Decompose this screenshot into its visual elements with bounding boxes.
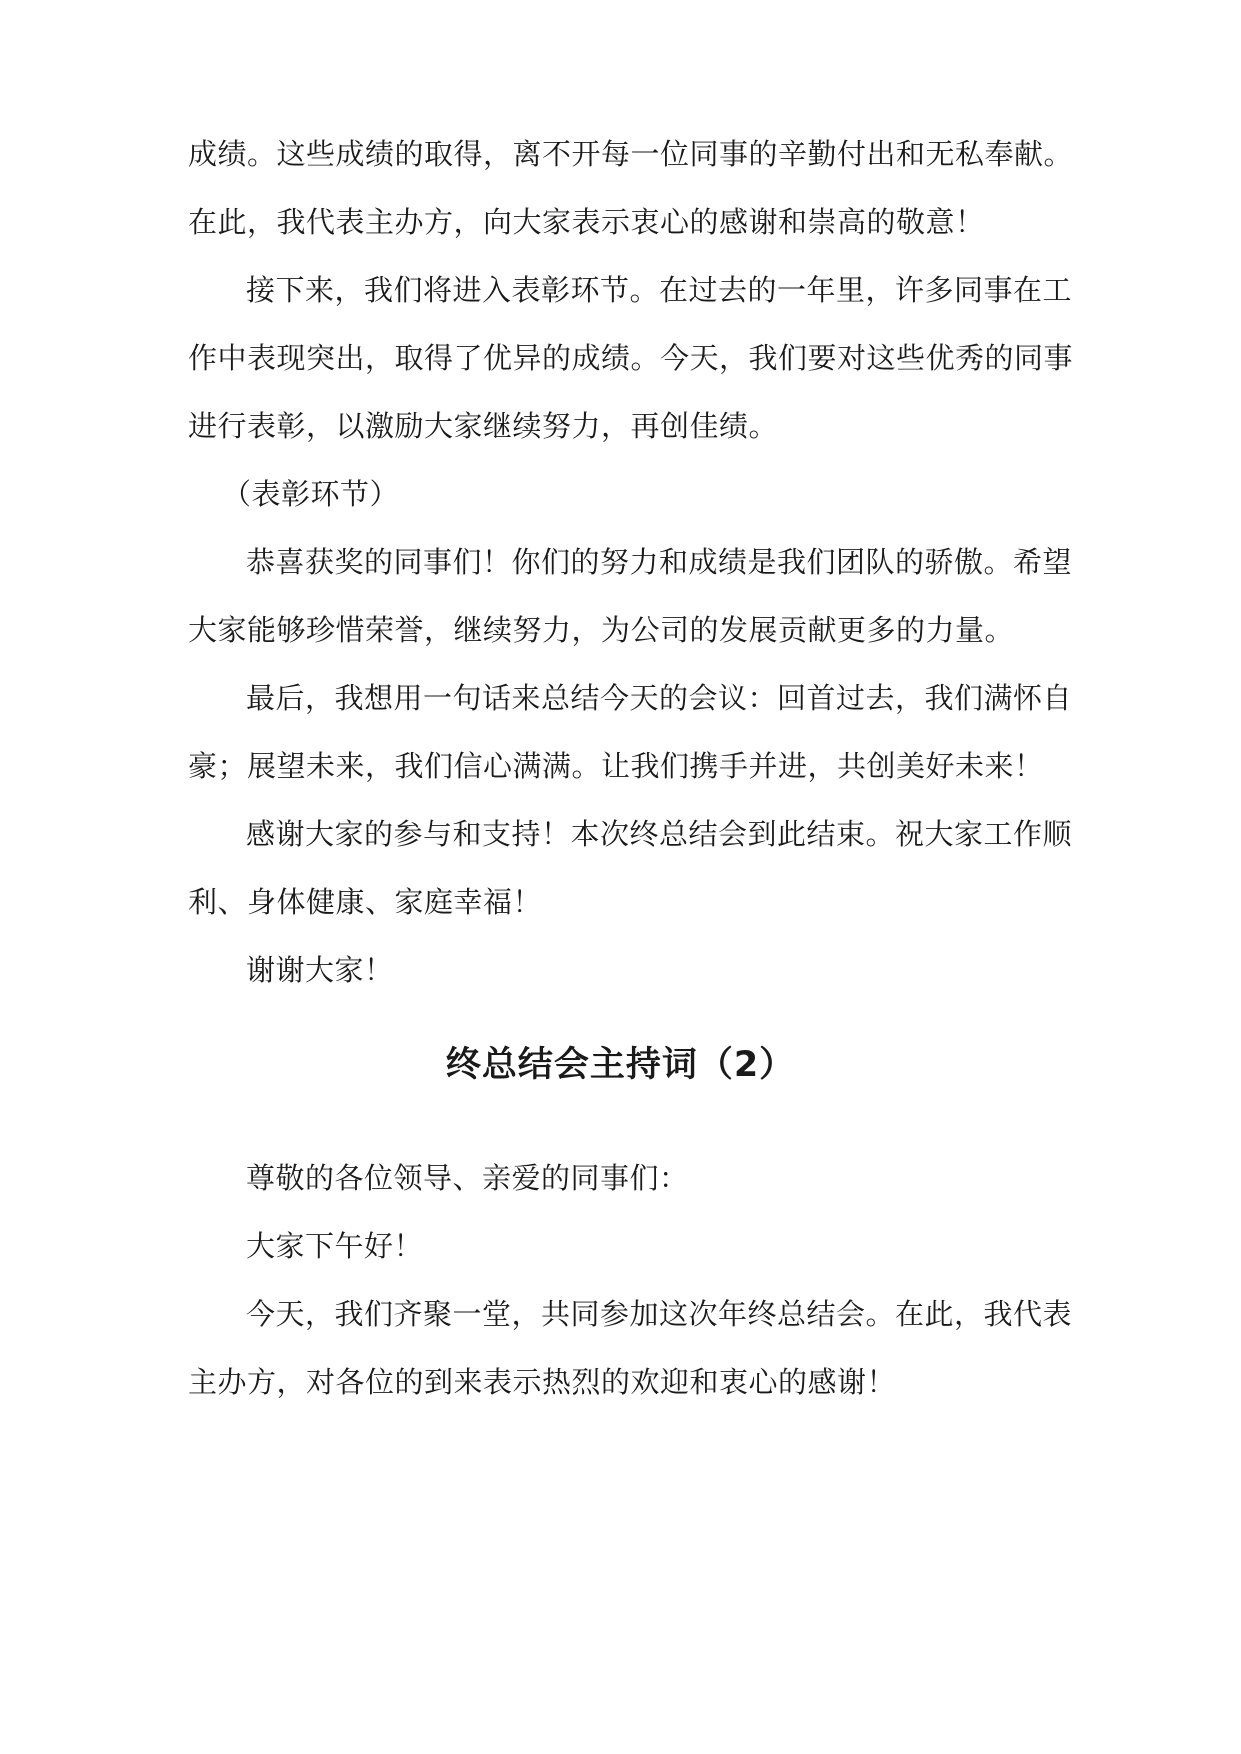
paragraph-line: 成绩。这些成绩的取得，离不开每一位同事的辛勤付出和无私奉献。 xyxy=(188,137,1074,171)
paragraph-line: 今天，我们齐聚一堂，共同参加这次年终总结会。在此，我代表 xyxy=(246,1297,1073,1331)
paragraph-line: 大家能够珍惜荣誉，继续努力，为公司的发展贡献更多的力量。 xyxy=(188,613,1015,647)
paragraph-line: 在此，我代表主办方，向大家表示衷心的感谢和崇高的敬意！ xyxy=(188,205,985,239)
paragraph-line: 最后，我想用一句话来总结今天的会议：回首过去，我们满怀自 xyxy=(246,681,1073,715)
paragraph-line: 恭喜获奖的同事们！你们的努力和成绩是我们团队的骄傲。希望 xyxy=(246,545,1073,579)
paragraph-line: 豪；展望未来，我们信心满满。让我们携手并进，共创美好未来！ xyxy=(188,749,1044,783)
paragraph-line: 进行表彰，以激励大家继续努力，再创佳绩。 xyxy=(188,409,779,443)
section-note: （表彰环节） xyxy=(222,477,400,511)
paragraph-line: 主办方，对各位的到来表示热烈的欢迎和衷心的感谢！ xyxy=(188,1365,897,1399)
paragraph-line: 感谢大家的参与和支持！本次终总结会到此结束。祝大家工作顺 xyxy=(246,817,1073,851)
paragraph-line: 作中表现突出，取得了优异的成绩。今天，我们要对这些优秀的同事 xyxy=(188,341,1074,375)
salutation-line: 尊敬的各位领导、亲爱的同事们： xyxy=(246,1161,689,1195)
section-title: 终总结会主持词（2） xyxy=(445,1045,796,1085)
paragraph-line: 利、身体健康、家庭幸福！ xyxy=(188,885,543,919)
paragraph-line: 接下来，我们将进入表彰环节。在过去的一年里，许多同事在工 xyxy=(246,273,1073,307)
paragraph-line: 谢谢大家！ xyxy=(246,953,394,987)
greeting-line: 大家下午好！ xyxy=(246,1229,424,1263)
